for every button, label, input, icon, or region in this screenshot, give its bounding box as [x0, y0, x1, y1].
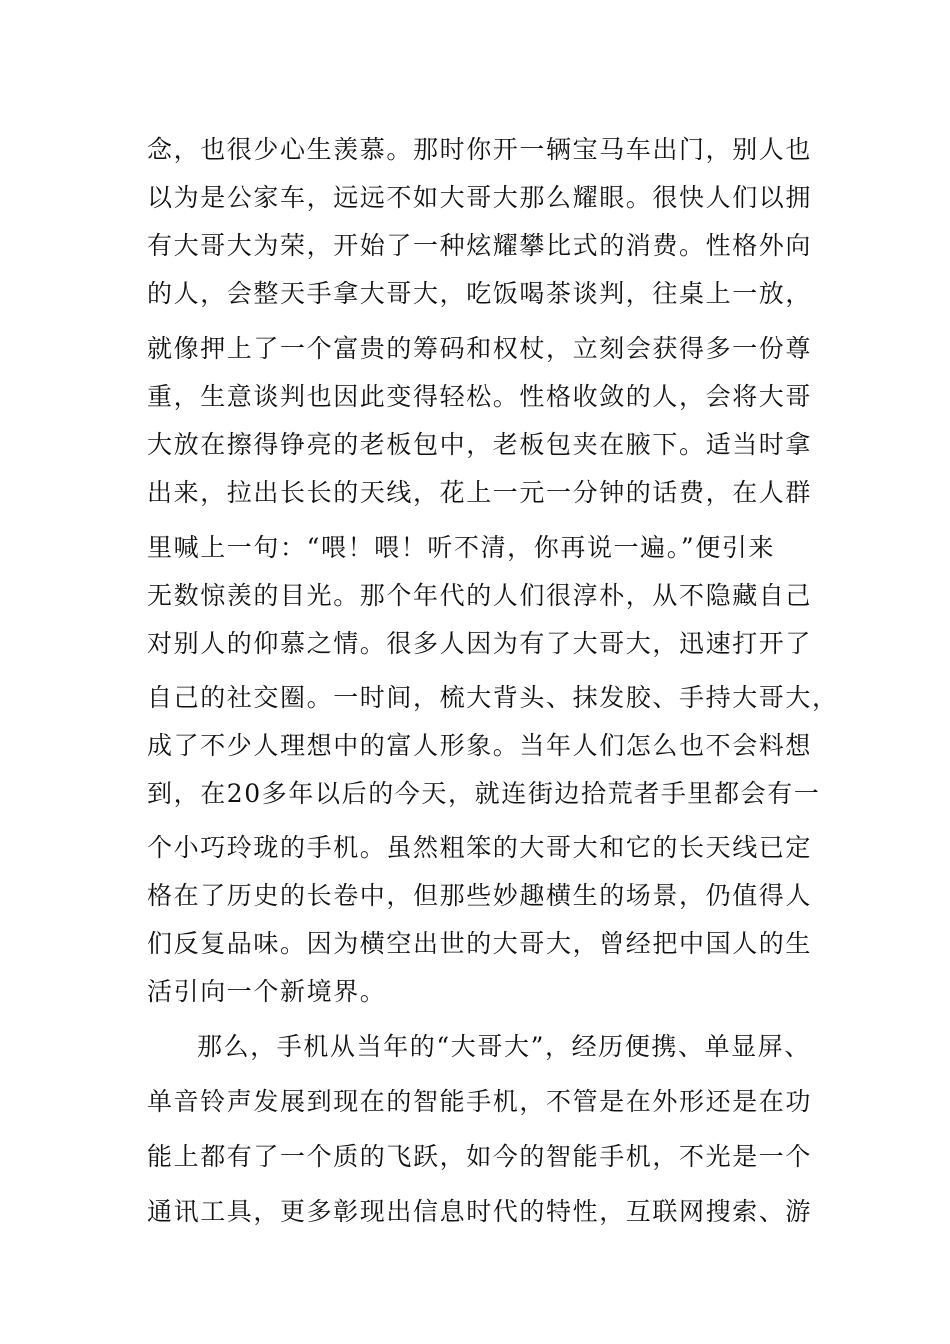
text-line: 格在了历史的长卷中，但那些妙趣横生的场景，仍值得人 [147, 881, 813, 910]
text-line: 个小巧玲珑的手机。虽然粗笨的大哥大和它的长天线已定 [147, 833, 813, 862]
text-line: 出来，拉出长长的天线，花上一元一分钟的话费，在人群 [147, 478, 813, 507]
text-line: 念，也很少心生羡慕。那时你开一辆宝马车出门，别人也 [147, 135, 813, 164]
text-line: 到，在20多年以后的今天，就连街边拾荒者手里都会有一 [147, 779, 821, 808]
text-line: 就像押上了一个富贵的筹码和权杖，立刻会获得多一份尊 [147, 334, 813, 363]
text-line: 单音铃声发展到现在的智能手机，不管是在外形还是在功 [147, 1087, 813, 1116]
text-line: 通讯工具，更多彰现出信息时代的特性，互联网搜索、游 [147, 1197, 813, 1226]
text-line: 大放在擦得铮亮的老板包中，老板包夹在腋下。适当时拿 [147, 430, 813, 459]
text-line: 成了不少人理想中的富人形象。当年人们怎么也不会料想 [147, 731, 813, 760]
text-line: 里喊上一句：“喂！喂！听不清，你再说一遍。”便引来 [147, 533, 776, 562]
text-line: 活引向一个新境界。 [147, 977, 387, 1006]
text-line: 对别人的仰慕之情。很多人因为有了大哥大，迅速打开了 [147, 629, 813, 658]
text-line: 们反复品味。因为横空出世的大哥大，曾经把中国人的生 [147, 929, 813, 958]
text-line: 自己的社交圈。一时间，梳大背头、抹发胶、手持大哥大， [147, 683, 839, 712]
text-line: 重，生意谈判也因此变得轻松。性格收敛的人，会将大哥 [147, 382, 813, 411]
text-line: 以为是公家车，远远不如大哥大那么耀眼。很快人们以拥 [147, 183, 813, 212]
text-line: 的人，会整天手拿大哥大，吃饭喝茶谈判，往桌上一放， [147, 279, 813, 308]
text-line: 有大哥大为荣，开始了一种炫耀攀比式的消费。性格外向 [147, 231, 813, 260]
text-line: 无数惊羡的目光。那个年代的人们很淳朴，从不隐藏自己 [147, 581, 813, 610]
text-line: 能上都有了一个质的飞跃，如今的智能手机，不光是一个 [147, 1142, 813, 1171]
text-line: 那么，手机从当年的“大哥大”，经历便携、单显屏、 [197, 1032, 811, 1061]
